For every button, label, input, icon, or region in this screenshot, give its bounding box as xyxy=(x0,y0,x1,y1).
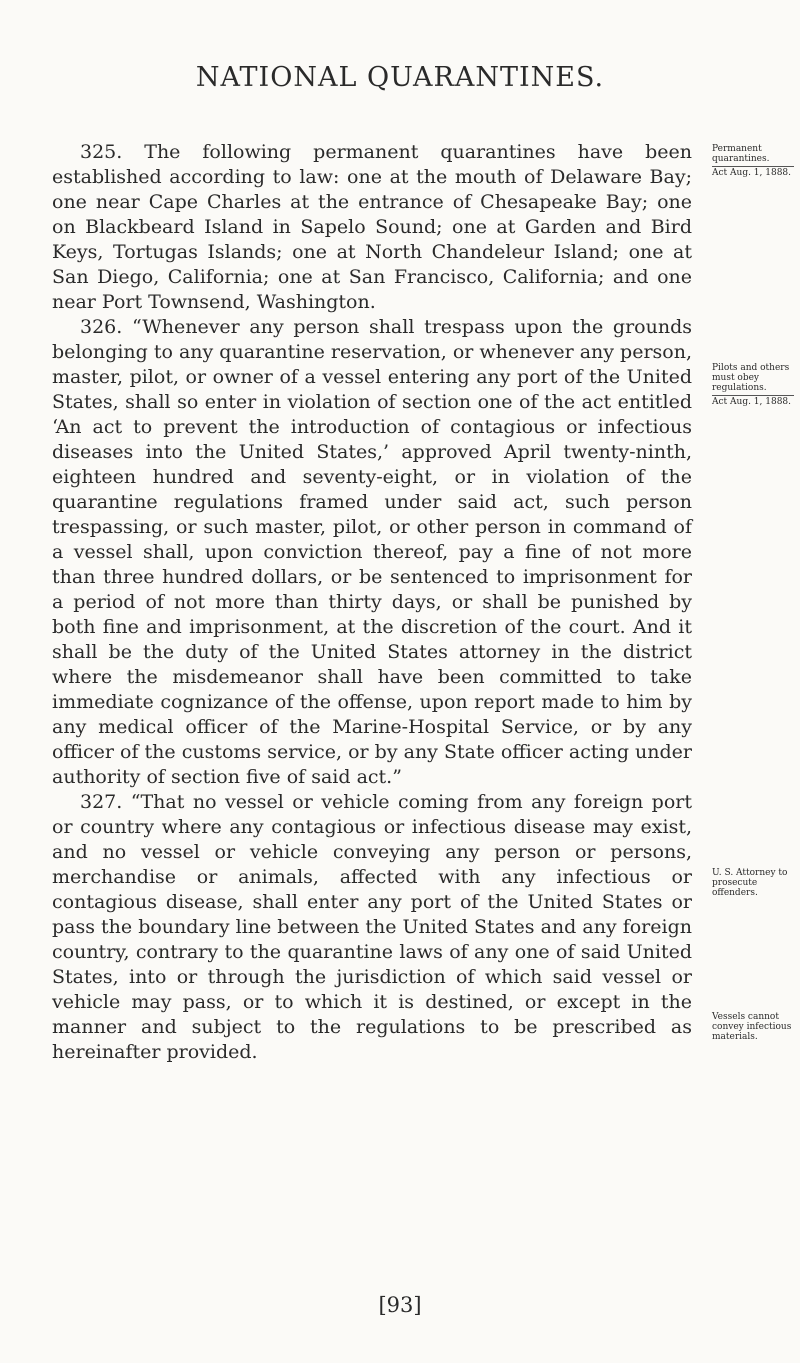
margin-note-text: Vessels cannot convey infectious materials. xyxy=(712,1012,792,1042)
margin-note-citation: Act Aug. 1, 1888. xyxy=(712,166,794,178)
margin-note-text: Pilots and others must obey regulations. xyxy=(712,363,790,393)
section-325: 325. The following permanent quarantines have been established according to law: one at the mouth of Delaware Bay; one near Cape Charles at the entrance of Chesapeake Bay; one on Blackbeard Island in Sapelo Sound; one at Garden and Bird Keys, Tortugas Islands; one at North Chandeleur Island; one at San Diego, California; one at San Francisco, California; and one near Port Townsend, Washington. xyxy=(52,141,692,313)
margin-note-vessels xyxy=(712,1012,794,1042)
margin-note-text: Permanent quarantines. xyxy=(712,144,770,164)
margin-note-permanent-quarantines xyxy=(712,144,794,178)
margin-note-pilots xyxy=(712,363,794,407)
page-title: NATIONAL QUARANTINES. xyxy=(195,62,605,93)
section-327: 327. “That no vessel or vehicle coming from any foreign port or country where any contagious or infectious disease may exist, and no vessel or vehicle conveying any person or persons, merchandise or animals, affected with any infectious or contagious disease, shall enter any port of the United States or pass the boundary line between the United States and any foreign country, contrary to the quarantine laws of any one of said United States, into or through the jurisdiction of which said vessel or vehicle may pass, or to which it is destined, or except in the manner and subject to the regulations to be prescribed as hereinafter provided. xyxy=(52,791,692,1063)
margin-note-text: U. S. Attorney to prosecute offenders. xyxy=(712,868,788,898)
section-326: 326. “Whenever any person shall trespass upon the grounds belonging to any quarantine reservation, or whenever any person, master, pilot, or owner of a vessel entering any port of the United States, shall so enter in violation of section one of the act entitled ‘An act to prevent the introduction of contagious or infectious diseases into the United States,’ approved April twenty-ninth, eighteen hundred and seventy-eight, or in violation of the quarantine regulations framed under said act, such person trespassing, or such master, pilot, or other person in command of a vessel shall, upon conviction thereof, pay a fine of not more than three hundred dollars, or be sentenced to imprisonment for a period of not more than thirty days, or shall be punished by both fine and imprisonment, at the discretion of the court. And it shall be the duty of the United States attorney in the district where the misdemeanor shall have been committed to take immediate cognizance of the offense, upon report made to him by any medical officer of the Marine-Hospital Service, or by any officer of the customs service, or by any State officer acting under authority of section five of said act.” xyxy=(52,316,693,788)
page-number: [93] xyxy=(378,1293,422,1317)
margin-note-attorney xyxy=(712,868,794,898)
body-text xyxy=(52,140,692,1065)
margin-note-citation: Act Aug. 1, 1888. xyxy=(712,395,794,407)
